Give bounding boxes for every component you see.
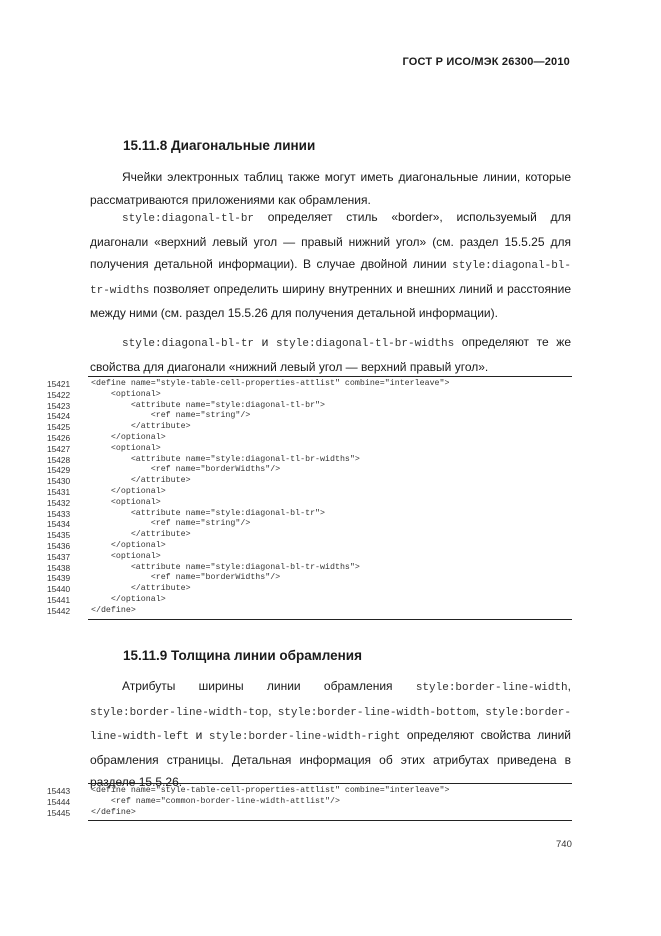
line-number: 15434 (47, 519, 71, 530)
code-text: </optional> (91, 433, 166, 442)
code-line (0, 786, 661, 797)
code-text: <define name="style-table-cell-properties-attlist" combine="interleave"> (91, 786, 450, 795)
code-block-top-rule (88, 783, 572, 784)
code-line (0, 465, 661, 476)
code-text: <ref name="borderWidths"/> (91, 465, 281, 475)
line-number: 15440 (47, 584, 71, 595)
code-term: style:border-line-width-right (208, 731, 401, 743)
code-term: style:diagonal-tl-br-widths (275, 338, 455, 350)
code-line (0, 401, 661, 412)
section-title-border-line-width: 15.11.9 Толщина линии обрамления (123, 648, 362, 663)
code-line (0, 552, 661, 563)
code-text: </attribute> (91, 422, 191, 432)
code-line (0, 584, 661, 595)
code-line (0, 487, 661, 498)
code-block-bottom-rule (88, 619, 572, 620)
paragraph-diagonal-tl-br (90, 206, 571, 325)
code-text: <optional> (91, 389, 161, 399)
code-text: </optional> (91, 541, 166, 550)
code-text: </attribute> (91, 530, 191, 540)
code-block-top-rule (88, 376, 572, 377)
line-number: 15441 (47, 595, 71, 605)
code-line (0, 498, 661, 509)
line-number: 15428 (47, 454, 71, 465)
code-text: </optional> (91, 595, 166, 604)
code-text: </define> (91, 807, 136, 817)
code-line (0, 808, 661, 819)
code-term: style:diagonal-bl-tr-widths (90, 260, 571, 297)
paragraph-text: и (189, 728, 209, 742)
code-term: style:border-line-width-bottom (277, 706, 476, 719)
paragraph-intro-text: Ячейки электронных таблиц также могут иметь диагональные линии, которые рассматриваются приложениями как обрамления. (90, 170, 571, 207)
code-line (0, 476, 661, 487)
code-text: <ref name="borderWidths"/> (91, 573, 281, 583)
line-number: 15437 (47, 551, 71, 562)
code-text: </optional> (91, 487, 166, 496)
code-text: <define name="style-table-cell-properties-attlist" combine="interleave"> (91, 379, 450, 388)
line-number: 15421 (47, 379, 71, 389)
code-text: <attribute name="style:diagonal-tl-br-widths"> (91, 454, 360, 464)
paragraph-text: определяют свойства линий обрамления страницы. Детальная информация об этих атрибутах приведена в разделе 15.5.26. (90, 728, 571, 789)
line-number: 15431 (47, 487, 71, 497)
code-line (0, 797, 661, 808)
code-line (0, 390, 661, 401)
code-block-bottom-rule (88, 820, 572, 821)
line-number: 15436 (47, 541, 71, 551)
code-text: </define> (91, 605, 136, 615)
line-number: 15438 (47, 562, 71, 573)
line-number: 15429 (47, 465, 71, 476)
code-text: <optional> (91, 497, 161, 507)
code-term: style:border-line-width-top (90, 706, 269, 719)
line-number: 15444 (47, 796, 71, 807)
paragraph-intro (90, 166, 571, 211)
code-line (0, 519, 661, 530)
code-line (0, 379, 661, 390)
line-number: 15424 (47, 411, 71, 422)
line-number: 15443 (47, 786, 71, 796)
code-text: </attribute> (91, 584, 191, 594)
code-line (0, 422, 661, 433)
code-text: <ref name="string"/> (91, 411, 251, 421)
line-number: 15442 (47, 605, 71, 616)
page-number: 740 (556, 839, 572, 850)
line-number: 15433 (47, 508, 71, 519)
code-text: <attribute name="style:diagonal-bl-tr"> (91, 508, 326, 518)
line-number: 15445 (47, 807, 71, 818)
paragraph-text: и (254, 335, 276, 349)
code-line (0, 595, 661, 606)
code-line (0, 541, 661, 552)
line-number: 15426 (47, 433, 71, 443)
line-number: 15430 (47, 476, 71, 487)
paragraph-diagonal-bl-tr (90, 331, 571, 378)
line-number: 15423 (47, 400, 71, 411)
code-text: <optional> (91, 551, 161, 561)
code-term: style:diagonal-bl-tr (122, 338, 255, 350)
code-line (0, 444, 661, 455)
code-text: </attribute> (91, 476, 191, 486)
code-text: <attribute name="style:diagonal-bl-tr-widths"> (91, 562, 360, 572)
line-number: 15439 (47, 573, 71, 584)
code-line (0, 530, 661, 541)
line-number: 15427 (47, 443, 71, 454)
line-number: 15422 (47, 389, 71, 400)
code-line (0, 509, 661, 520)
code-text: <optional> (91, 443, 161, 453)
document-header: ГОСТ Р ИСО/МЭК 26300—2010 (402, 56, 570, 68)
code-text: <ref name="common-border-line-width-attlist"/> (91, 796, 340, 806)
paragraph-text: позволяет определить ширину внутренних и внешних линий и расстояние между ними (см. раздел 15.5.26 для получения детальной информации). (90, 281, 571, 320)
paragraph-text: определяют те же свойства для диагонали «нижний левый угол — верхний правый угол». (90, 335, 571, 374)
paragraph-text: , (475, 703, 486, 718)
code-line (0, 563, 661, 574)
code-line (0, 411, 661, 422)
code-line (0, 433, 661, 444)
code-term: style:border-line-width-left (90, 706, 572, 743)
paragraph-text: определяет стиль «border», используемый для диагонали «верхний левый угол — правый нижний угол» (см. раздел 15.5.25 для получения детальной информации). В случае двойной линии (90, 210, 571, 271)
code-line (0, 455, 661, 466)
paragraph-text: , (268, 703, 278, 718)
code-text: <attribute name="style:diagonal-tl-br"> (91, 400, 326, 410)
line-number: 15425 (47, 422, 71, 433)
code-line (0, 606, 661, 617)
code-term: style:diagonal-tl-br (122, 213, 255, 225)
line-number: 15432 (47, 497, 71, 508)
code-term: style:border-line-width (415, 682, 568, 694)
paragraph-border-line-width (90, 675, 571, 794)
code-text: <ref name="string"/> (91, 519, 251, 529)
section-title-diagonal-lines: 15.11.8 Диагональные линии (123, 138, 316, 153)
code-line (0, 573, 661, 584)
line-number: 15435 (47, 530, 71, 541)
paragraph-text: , (567, 679, 571, 693)
paragraph-text: Атрибуты ширины линии обрамления (122, 679, 416, 693)
